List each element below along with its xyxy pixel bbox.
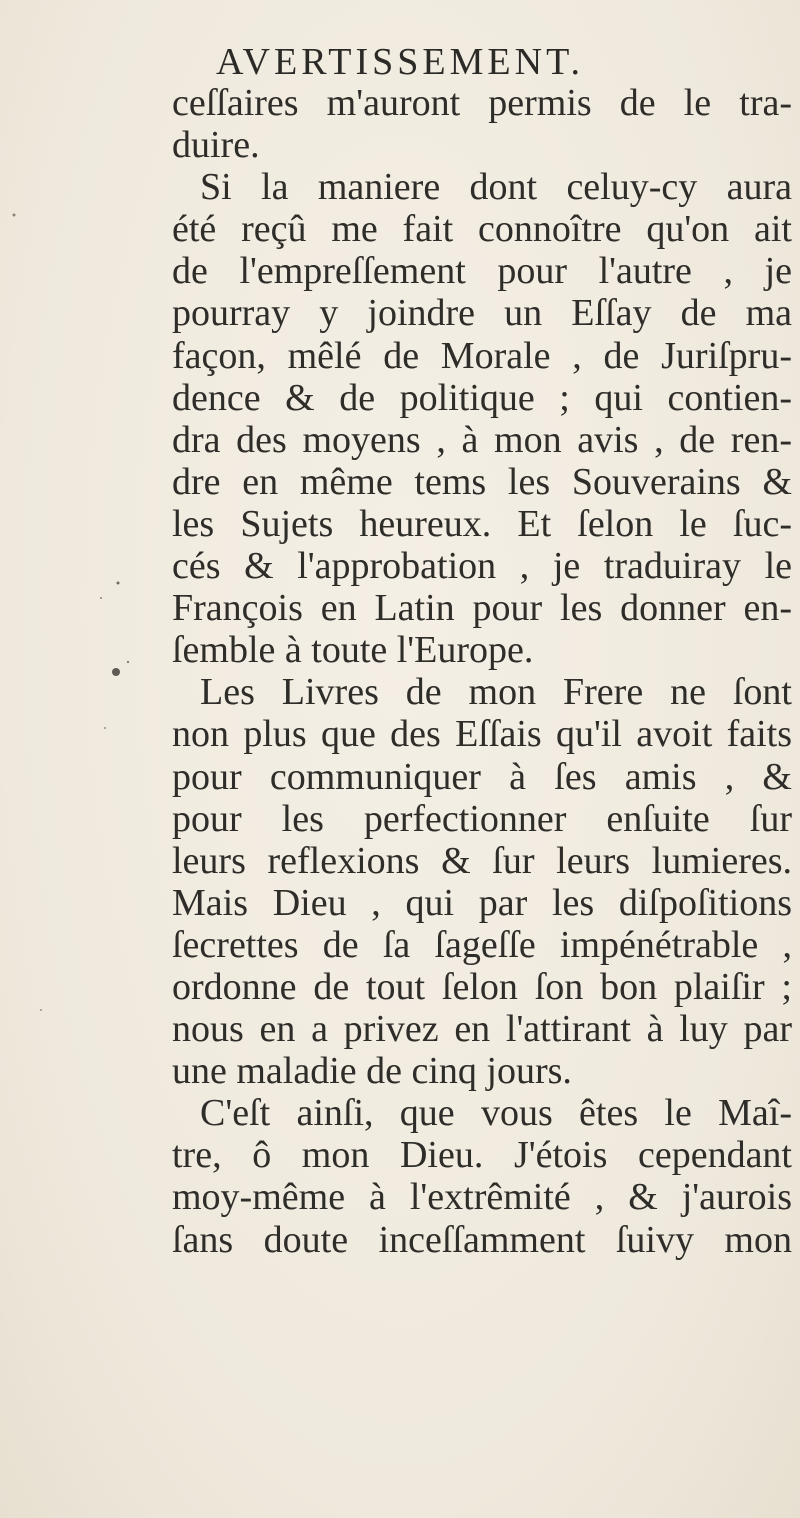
text-line: ſans doute inceſſamment ſuivy mon (172, 1218, 792, 1261)
text-line: ſemble à toute l'Europe. (172, 629, 534, 672)
text-line: duire. (172, 124, 260, 167)
text-line: nous en a privez en l'attirant à luy par (172, 1008, 792, 1051)
text-line: façon, mêlé de Morale , de Juriſpru- (172, 334, 792, 377)
text-line: ſecrettes de ſa ſageſſe impénétrable , (172, 923, 792, 966)
text-line: dra des moyens , à mon avis , de ren- (172, 418, 792, 461)
body-text (172, 82, 792, 1261)
text-line: leurs reflexions & ſur leurs lumieres. (172, 839, 792, 882)
text-line: pourray y joindre un Eſſay de ma (172, 292, 792, 335)
text-line: François en Latin pour les donner en- (172, 587, 792, 630)
running-header: AVERTISSEMENT. (216, 41, 584, 83)
text-line: été reçû me fait connoître qu'on ait (172, 208, 792, 251)
text-line: Si la maniere dont celuy-cy aura (200, 166, 792, 209)
text-line: non plus que des Eſſais qu'il avoit faits (172, 713, 792, 756)
text-line: de l'empreſſement pour l'autre , je (172, 250, 792, 293)
text-line: ceſſaires m'auront permis de le tra- (172, 82, 792, 124)
text-line: pour les perfectionner enſuite ſur (172, 797, 792, 840)
text-line: dre en même tems les Souverains & (172, 460, 792, 503)
text-line: dence & de politique ; qui contien- (172, 376, 792, 419)
text-line: une maladie de cinq jours. (172, 1050, 572, 1093)
text-line: les Sujets heureux. Et ſelon le ſuc- (172, 502, 792, 545)
text-line: Les Livres de mon Frere ne ſont (200, 671, 792, 714)
text-line: C'eſt ainſi, que vous êtes le Maî- (200, 1092, 792, 1135)
text-line: Mais Dieu , qui par les diſpoſitions (172, 881, 792, 924)
text-line: tre, ô mon Dieu. J'étois cependant (172, 1134, 792, 1177)
text-line: pour communiquer à ſes amis , & (172, 755, 792, 798)
text-line: ordonne de tout ſelon ſon bon plaiſir ; (172, 965, 792, 1008)
text-line: cés & l'approbation , je traduiray le (172, 545, 792, 588)
text-line: moy-même à l'extrêmité , & j'aurois (172, 1176, 792, 1219)
